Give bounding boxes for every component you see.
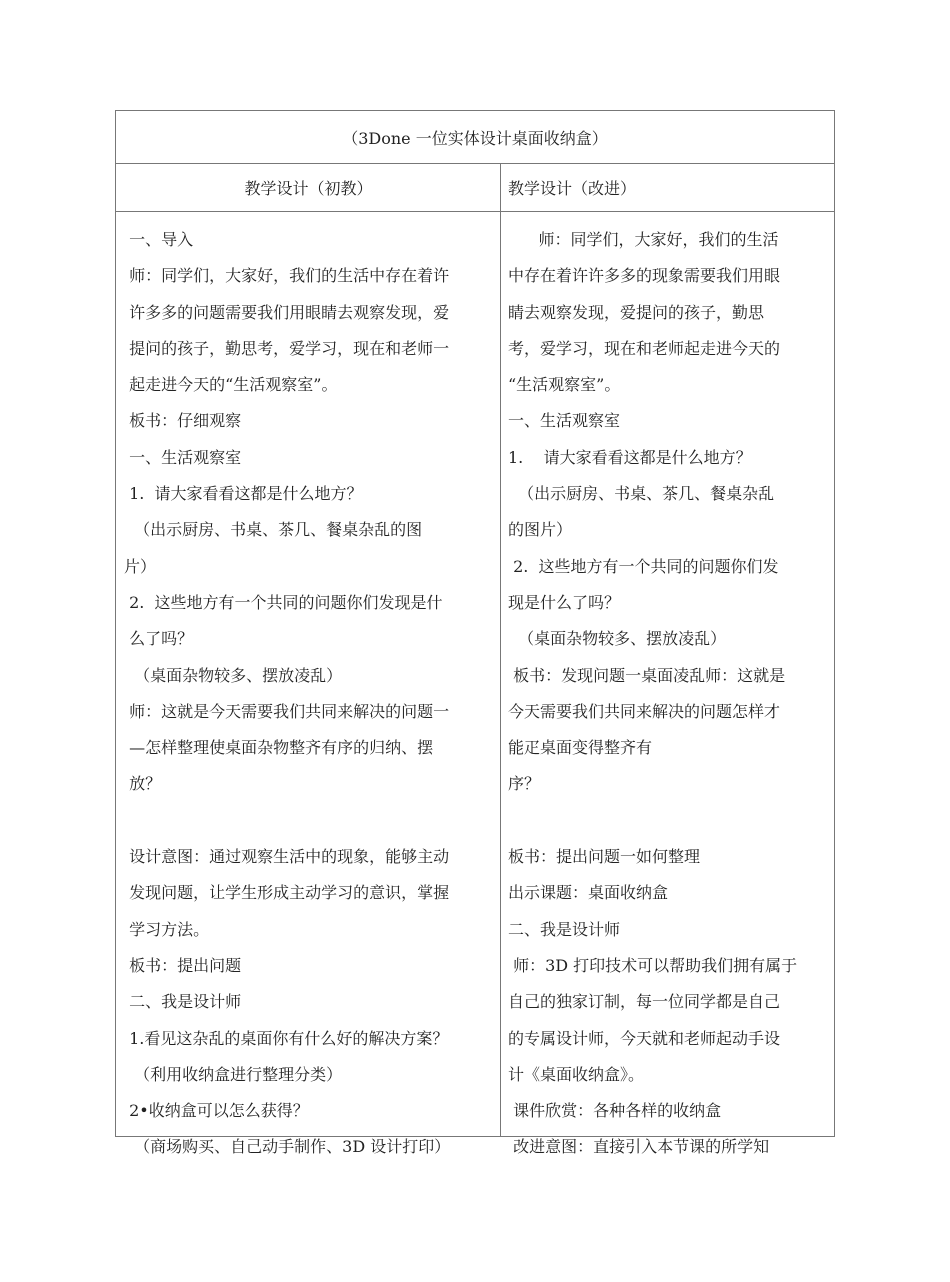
improved-design-column: [508, 222, 828, 1166]
initial-design-line: 2•收纳盒可以怎么获得？: [124, 1101, 309, 1121]
improved-design-line: 一、生活观察室: [508, 411, 621, 431]
improved-design-line: 改进意图：直接引入本节课的所学知: [508, 1137, 770, 1157]
initial-design-column: [124, 222, 494, 1166]
improved-design-line: 师：同学们，大家好，我们的生活: [508, 230, 779, 249]
improved-design-line: 板书：发现问题一桌面凌乱师：这就是: [508, 665, 786, 685]
improved-design-line: 的图片）: [508, 520, 573, 540]
initial-design-line: 起走进今天的“生活观察室”。: [124, 375, 338, 395]
initial-design-line: 一、导入: [124, 230, 194, 249]
initial-design-line: （出示厨房、书桌、茶几、餐桌杂乱的图: [124, 520, 423, 540]
initial-design-line: 1. 请大家看看这都是什么地方？: [124, 484, 363, 504]
initial-design-line: 发现问题，让学生形成主动学习的意识，掌握: [124, 883, 450, 903]
initial-design-line: 设计意图：通过观察生活中的现象，能够主动: [124, 847, 450, 867]
improved-design-line: 课件欣赏：各种各样的收纳盒: [508, 1101, 722, 1121]
improved-design-line: 能疋桌面变得整齐有: [508, 738, 653, 758]
initial-design-line: 2. 这些地方有一个共同的问题你们发现是什: [124, 592, 443, 612]
initial-design-line: 板书：仔细观察: [124, 411, 242, 431]
initial-design-line: （商场购买、自己动手制作、3D 设计打印）: [124, 1137, 451, 1157]
initial-design-line: 一、生活观察室: [124, 447, 242, 467]
improved-design-line: 现是什么了吗？: [508, 592, 621, 612]
initial-design-line: 许多多的问题需要我们用眼睛去观察发现，爱: [124, 302, 450, 322]
improved-design-line: 的专属设计师，今天就和老师起动手设: [508, 1028, 781, 1048]
improved-design-line: 板书：提出问题一如何整理: [508, 847, 701, 867]
initial-design-line: 提问的孩子，勤思考，爱学习，现在和老师一: [124, 338, 450, 358]
initial-design-line: 放？: [124, 774, 162, 794]
initial-design-line: —怎样整理使桌面杂物整齐有序的归纳、摆: [124, 738, 434, 758]
initial-design-line: 1.看见这杂乱的桌面你有什么好的解决方案？: [124, 1028, 449, 1048]
initial-design-line: 板书：提出问题: [124, 955, 242, 975]
header-improved-design: 教学设计（改进）: [508, 179, 637, 198]
improved-design-line: 二、我是设计师: [508, 919, 621, 939]
improved-design-line: 师：3D 打印技术可以帮助我们拥有属于: [508, 955, 798, 975]
improved-design-line: 今天需要我们共同来解决的问题怎样才: [508, 701, 781, 721]
initial-design-line: 么了吗？: [124, 629, 194, 649]
improved-design-line: 自己的独家订制，每一位同学都是自己: [508, 992, 781, 1012]
improved-design-line: （桌面杂物较多、摆放凌乱）: [508, 629, 727, 649]
improved-design-line: 1. 请大家看看这都是什么地方？: [508, 447, 752, 467]
improved-design-line: 出示课题：桌面收纳盒: [508, 883, 669, 903]
improved-design-line: 考，爱学习，现在和老师起走进今天的: [508, 338, 781, 358]
header-initial-design: 教学设计（初教）: [244, 179, 373, 198]
initial-design-line: 片）: [124, 556, 157, 576]
initial-design-line: （利用收纳盒进行整理分类）: [124, 1064, 343, 1084]
improved-design-line: “生活观察室”。: [508, 375, 621, 395]
initial-design-line: 二、我是设计师: [124, 992, 242, 1012]
improved-design-line: 序？: [508, 774, 541, 794]
initial-design-line: （桌面杂物较多、摆放凌乱）: [124, 665, 343, 685]
lesson-comparison-table: [115, 110, 835, 1157]
improved-design-line: 计《桌面收纳盒》。: [508, 1064, 645, 1084]
initial-design-line: 师：同学们，大家好，我们的生活中存在着许: [124, 266, 450, 286]
column-divider: [500, 164, 501, 1137]
improved-design-line: 睛去观察发现，爱提问的孩子，勤思: [508, 302, 765, 322]
table-title: （3Done 一位实体设计桌面收纳盒）: [116, 111, 834, 164]
initial-design-line: 学习方法。: [124, 919, 210, 939]
column-header-row: [116, 164, 834, 212]
improved-design-line: （出示厨房、书桌、茶几、餐桌杂乱: [508, 484, 775, 504]
initial-design-line: 师：这就是今天需要我们共同来解决的问题一: [124, 701, 450, 721]
improved-design-line: [508, 803, 828, 839]
initial-design-line: [124, 803, 494, 839]
improved-design-line: 中存在着许许多多的现象需要我们用眼: [508, 266, 781, 286]
improved-design-line: 2. 这些地方有一个共同的问题你们发: [508, 556, 779, 576]
